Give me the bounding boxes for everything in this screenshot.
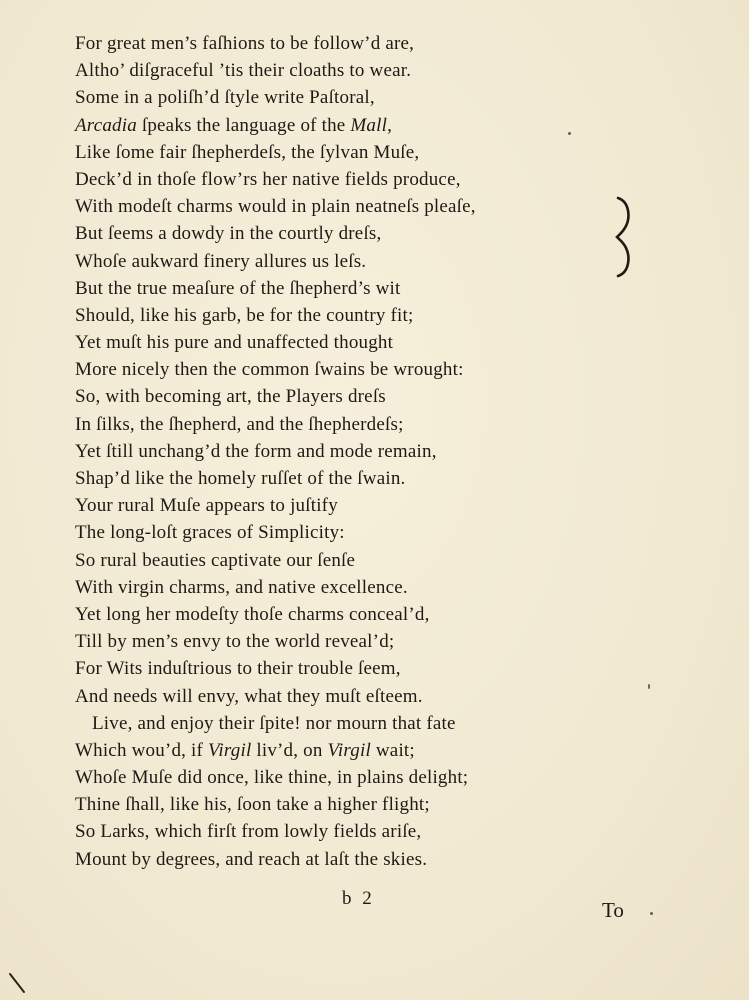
signature-mark: b 2 bbox=[342, 888, 375, 909]
poem-line: Yet muſt his pure and unaffected thought bbox=[75, 332, 394, 354]
poem-line: Your rural Muſe appears to juſtify bbox=[75, 495, 338, 517]
poem-line: Altho’ diſgraceful ’tis their cloaths to wear. bbox=[75, 60, 412, 82]
italic-name: Mall, bbox=[350, 114, 393, 136]
poem-line: Shap’d like the homely ruſſet of the ſwain. bbox=[75, 468, 406, 489]
poem-line: Mount by degrees, and reach at laſt the skies. bbox=[75, 848, 428, 870]
poem-line: So rural beauties captivate our ſenſe bbox=[75, 549, 356, 571]
poem-line bbox=[75, 112, 635, 139]
poem-line: So Larks, which firſt from lowly fields ariſe, bbox=[75, 821, 422, 843]
poem-line: Thine ſhall, like his, ſoon take a higher flight; bbox=[75, 794, 430, 816]
poem-line: Deck’d in thoſe flow’rs her native fields produce, bbox=[75, 168, 461, 190]
poem-line: For great men’s faſhions to be follow’d are, bbox=[75, 33, 415, 54]
line-segment: wait; bbox=[370, 739, 415, 761]
poem-text bbox=[75, 30, 635, 873]
poem-line: The long-loſt graces of Simplicity: bbox=[75, 522, 345, 544]
line-segment: Which wou’d, if bbox=[75, 739, 208, 761]
catchword: To bbox=[602, 898, 624, 922]
italic-name: Arcadia bbox=[75, 114, 137, 136]
poem-line: Whoſe Muſe did once, like thine, in plains delight; bbox=[75, 767, 469, 789]
poem-line: So, with becoming art, the Players dreſs bbox=[75, 386, 386, 408]
triplet-brace-mark bbox=[614, 196, 636, 278]
poem-line: More nicely then the common ſwains be wrought: bbox=[75, 359, 464, 381]
ink-speck bbox=[648, 684, 650, 689]
poem-line: In ſilks, the ſhepherd, and the ſhepherdeſs; bbox=[75, 413, 404, 435]
ink-speck bbox=[650, 912, 653, 915]
poem-line: Yet ſtill unchang’d the form and mode remain, bbox=[75, 440, 437, 462]
italic-name: Virgil bbox=[327, 739, 371, 761]
poem-line: For Wits induſtrious to their trouble ſeem, bbox=[75, 658, 401, 680]
ink-speck bbox=[568, 132, 571, 135]
poem-line: But the true meaſure of the ſhepherd’s wit bbox=[75, 277, 401, 299]
poem-line: Till by men’s envy to the world reveal’d; bbox=[75, 631, 395, 653]
poem-line: But ſeems a dowdy in the courtly dreſs, bbox=[75, 223, 382, 245]
poem-line: Yet long her modeſty thoſe charms conceal’d, bbox=[75, 603, 430, 625]
poem-line: With modeſt charms would in plain neatneſs pleaſe, bbox=[75, 196, 476, 218]
margin-scratch-mark bbox=[6, 972, 28, 994]
line-segment: ſpeaks the language of the bbox=[136, 114, 351, 136]
italic-name: Virgil bbox=[208, 739, 252, 761]
poem-line: Some in a poliſh’d ſtyle write Paſtoral, bbox=[75, 87, 375, 109]
poem-line bbox=[75, 737, 635, 764]
poem-line: Live, and enjoy their ſpite! nor mourn that fate bbox=[92, 712, 456, 734]
poem-line: Like ſome fair ſhepherdeſs, the ſylvan Muſe, bbox=[75, 141, 420, 163]
poem-line: With virgin charms, and native excellence. bbox=[75, 576, 408, 598]
line-segment: liv’d, on bbox=[251, 739, 328, 761]
poem-line: And needs will envy, what they muſt eſteem. bbox=[75, 685, 423, 707]
poem-line: Should, like his garb, be for the country fit; bbox=[75, 304, 414, 326]
poem-line: Whoſe aukward finery allures us leſs. bbox=[75, 250, 367, 272]
